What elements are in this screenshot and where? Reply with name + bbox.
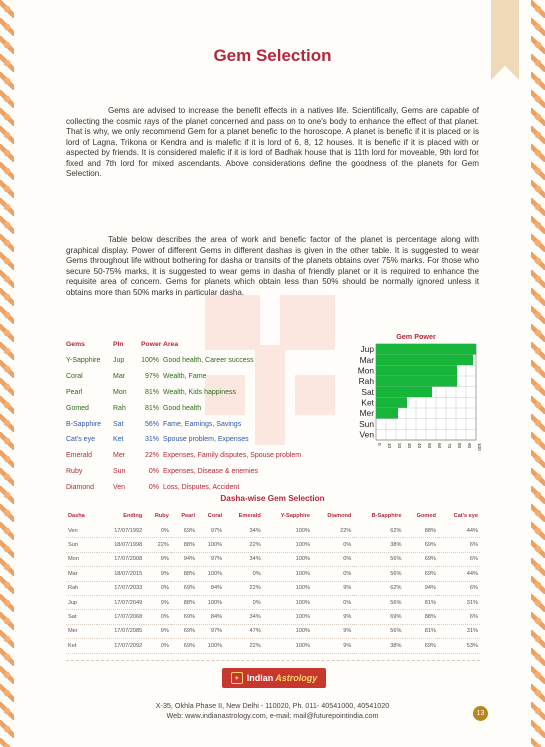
decorative-border-left [0,0,14,747]
chart-bar [376,344,476,355]
chart-category-label: Mon [357,365,374,376]
gem-planet: Sun [113,467,126,475]
gem-power: 0% [148,483,159,491]
gems-table-row [66,400,301,416]
dasha-cell: 94% [403,581,437,595]
decorative-border-right [531,0,545,747]
dasha-cell: 17/07/2008 [97,552,144,566]
dasha-cell: 88% [171,595,197,609]
dasha-cell: 38% [353,639,403,653]
chart-tick-label: 60 [437,443,442,449]
dasha-cell: 88% [171,538,197,552]
dasha-cell: 0% [144,524,171,538]
dasha-cell: 34% [224,552,263,566]
gem-planet: Ket [113,436,124,444]
gem-planet: Jup [113,357,125,365]
logo-text: Indian [246,673,274,683]
dasha-cell: 0% [312,595,353,609]
dasha-cell: 6% [438,610,480,624]
dasha-cell: 84% [197,610,224,624]
dasha-section-title: Dasha-wise Gem Selection [220,494,325,503]
gem-name: B-Sapphire [66,420,102,428]
chart-bar [376,376,457,387]
dasha-cell: 97% [197,552,224,566]
dasha-cell: 9% [144,552,171,566]
dasha-header-cell: Dasha [68,513,85,519]
chart-tick-label: 100 [477,443,482,451]
dasha-cell: 9% [312,624,353,638]
gems-table-row [66,479,301,495]
chart-bar [376,397,407,408]
dasha-cell: 9% [144,567,171,581]
dasha-cell: 22% [224,538,263,552]
chart-category-label: Sun [359,418,374,429]
chart-category-label: Rah [358,376,374,387]
gem-power: 81% [144,404,159,412]
gems-header-area: Area [163,341,179,348]
dasha-cell: 6% [438,581,480,595]
dasha-cell: 44% [438,524,480,538]
dasha-cell: 100% [263,639,312,653]
dasha-cell: 6% [438,538,480,552]
gems-table-row [66,416,301,432]
chart-tick-label: 20 [397,443,402,449]
chart-tick-label: 0 [377,443,382,446]
dasha-cell: 69% [403,639,437,653]
dasha-cell: 56% [353,595,403,609]
gem-power-chart [340,330,480,460]
dasha-header-cell: Diamond [327,513,352,519]
chart-category-label: Mer [359,408,374,419]
gem-area: Spouse problem, Expenses [163,436,249,444]
dasha-cell: 100% [263,524,312,538]
dasha-cell: 0% [224,567,263,581]
dasha-table-row [66,567,480,581]
dasha-header-cell: Pearl [181,513,195,519]
dasha-cell: 17/07/2085 [97,624,144,638]
dasha-cell: 69% [171,610,197,624]
gem-planet: Sat [113,420,124,428]
gem-area: Wealth, Fame [163,373,207,381]
dasha-cell: 0% [144,639,171,653]
gem-name: Y-Sapphire [66,357,101,365]
dasha-cell: 88% [403,524,437,538]
footer-divider [66,660,480,661]
dasha-cell: 9% [312,610,353,624]
dasha-cell: 69% [403,567,437,581]
gem-name: Emerald [66,452,93,460]
chart-tick-label: 50 [427,443,432,449]
dasha-cell: 9% [312,639,353,653]
dasha-cell: 18/07/1998 [97,538,144,552]
dasha-header-cell: Y-Sapphire [280,513,310,519]
dasha-cell: 100% [263,595,312,609]
gem-area: Loss, Disputes, Accident [163,483,240,491]
gems-table-row [66,432,301,448]
dasha-cell: 56% [353,552,403,566]
chart-tick-label: 40 [417,443,422,449]
gem-planet: Mar [113,373,126,381]
dasha-cell: 100% [197,567,224,581]
chart-bar [376,355,473,366]
dasha-cell: 100% [263,552,312,566]
dasha-cell: 17/07/2049 [97,595,144,609]
dasha-cell: 0% [144,581,171,595]
dasha-cell: Sun [66,538,97,552]
gem-power: 22% [144,452,159,460]
chart-category-label: Mar [359,354,374,365]
dasha-cell: 100% [197,595,224,609]
chart-bar [376,365,457,376]
dasha-cell: 84% [197,581,224,595]
gem-name: Pearl [66,388,83,396]
dasha-table-row [66,538,480,552]
chart-bar [376,408,398,419]
dasha-cell: 100% [263,567,312,581]
dasha-cell: Ket [66,639,97,653]
dasha-cell: 17/07/1992 [97,524,144,538]
gems-table [66,341,301,495]
dasha-cell: 9% [312,581,353,595]
dasha-table-row [66,639,480,653]
gem-area: Fame, Earnings, Savings [163,420,242,428]
page-title: Gem Selection [213,46,332,65]
dasha-cell: 31% [438,595,480,609]
chart-category-label: Sat [361,386,374,397]
dasha-cell: 38% [353,538,403,552]
dasha-cell: 62% [353,581,403,595]
dasha-cell: 69% [403,538,437,552]
dasha-cell: 56% [353,624,403,638]
dasha-cell: 62% [353,524,403,538]
gem-name: Gomed [66,404,89,412]
dasha-table-row [66,524,480,538]
gem-planet: Ven [113,483,126,491]
dasha-cell: 0% [224,595,263,609]
dasha-header-cell: Cat's eye [453,513,478,519]
dasha-cell: 69% [171,524,197,538]
dasha-cell: 34% [224,524,263,538]
dasha-cell: 17/07/2092 [97,639,144,653]
dasha-cell: 88% [403,610,437,624]
chart-tick-label: 70 [447,443,452,449]
dasha-cell: 6% [438,552,480,566]
table-description-paragraph: Table below describes the area of work and benefic factor of the planet is percentage along with graphical display. Power of different Gems in different dashas is given in the other table. It is suggested to wear Gems throughout life without bothering for dasha or transits of the planets obtains over 75% marks. For those who secure 50-75% marks, it is suggested to wear gems in dasha of friendly planet or it is required to enhance the requisite area of concern. Gems for planets which obtain less than 50% should be normally ignored unless it obtains more than 50% marks in particular dasha. [66,235,479,297]
dasha-cell: 100% [263,581,312,595]
dasha-cell: 88% [171,567,197,581]
chart-category-label: Jup [360,344,374,355]
dasha-cell: 47% [224,624,263,638]
dasha-header-cell: Ruby [154,513,169,519]
dasha-cell: 69% [171,624,197,638]
dasha-table-row [66,595,480,609]
dasha-cell: 22% [312,524,353,538]
gems-header-planet: Pln [113,341,124,348]
gem-name: Diamond [66,483,95,491]
dasha-cell: Mar [66,567,97,581]
gem-power: 97% [144,373,159,381]
dasha-cell: 100% [263,538,312,552]
dasha-cell: 69% [171,639,197,653]
footer-address: X-35, Okhla Phase II, New Delhi - 110020, Ph. 011- 40541000, 40541020 [155,701,390,710]
dasha-cell: 44% [438,567,480,581]
gem-name: Cat's eye [66,436,95,444]
chart-bar [376,387,432,398]
dasha-cell: Jup [66,595,97,609]
dasha-cell: 97% [197,624,224,638]
gem-planet: Mon [113,388,127,396]
dasha-header-cell: B-Sapphire [371,513,402,519]
dasha-cell: 56% [353,567,403,581]
dasha-cell: 100% [197,538,224,552]
dasha-cell: 22% [224,639,263,653]
dasha-cell: 0% [312,538,353,552]
gem-name: Coral [66,373,83,381]
dasha-header-cell: Ending [123,513,143,519]
gem-area: Wealth, Kids happiness [163,388,237,396]
dasha-cell: 31% [438,624,480,638]
gem-planet: Mer [113,452,126,460]
dasha-cell: 100% [197,639,224,653]
gems-table-row [66,385,301,401]
gem-name: Ruby [66,467,83,475]
dasha-cell: 69% [403,552,437,566]
dasha-table-row [66,581,480,595]
dasha-cell: 0% [312,552,353,566]
dasha-cell: 34% [224,610,263,624]
dasha-cell: 81% [403,624,437,638]
chart-category-label: Ven [359,429,374,440]
gem-power: 56% [144,420,159,428]
chart-tick-label: 10 [387,443,392,449]
dasha-cell: 0% [312,567,353,581]
gem-area: Good health, Career success [163,357,254,365]
dasha-cell: 81% [403,595,437,609]
dasha-cell: Rah [66,581,97,595]
dasha-table-row [66,610,480,624]
dasha-table-row [66,552,480,566]
gems-table-row [66,369,301,385]
dasha-cell: 9% [144,595,171,609]
dasha-cell: Ven [66,524,97,538]
chart-category-label: Ket [361,397,374,408]
dasha-header-cell: Coral [207,513,223,519]
dasha-header-cell: Emerald [238,513,261,519]
chart-tick-label: 80 [457,443,462,449]
chart-tick-label: 90 [467,443,472,449]
dasha-cell: 17/07/2033 [97,581,144,595]
gem-power: 0% [148,467,159,475]
gem-power: 81% [144,388,159,396]
dasha-cell: 97% [197,524,224,538]
intro-paragraph: Gems are advised to increase the benefit effects in a natives life. Scientifically, Gems are capable of collecting the cosmic rays of the planet concerned and pass on to one's body to enhance the effect of that planet. That is why, we only recommend Gem for a planet benefic to the horoscope. A planet is benefic if it is placed or is lord of Lagna, Trikona or Kendra and is malefic if it is lord of 6, 8, 12 houses. It is benefic if it is placed with or aspected by friends. It is considered malefic if it is lord of Badhak house that is 11th lord for moveable, 9th lord for fixed and 7th lord for mixed ascendants. Above considerations define the goodness of the planets for Gem Selection. [66,106,479,178]
chart-tick-label: 30 [407,443,412,449]
gems-table-row [66,464,301,480]
page-number: 13 [473,706,488,721]
dasha-cell: Mon [66,552,97,566]
dasha-table-row [66,624,480,638]
dasha-cell: 0% [144,610,171,624]
gem-power: 31% [144,436,159,444]
logo-icon: ✦ [231,672,243,684]
gem-planet: Rah [113,404,126,412]
gem-power: 100% [141,357,159,365]
dasha-cell: Mer [66,624,97,638]
dasha-table [66,513,480,654]
brand-logo [222,668,326,688]
gem-area: Good health [163,404,202,412]
dasha-cell: 69% [353,610,403,624]
logo-text-accent: Astrology [275,673,318,683]
bookmark-ribbon [491,0,519,80]
gems-table-row [66,353,301,369]
dasha-cell: 18/07/2015 [97,567,144,581]
dasha-cell: 100% [263,610,312,624]
gem-area: Expenses, Family disputes, Spouse problem [163,452,302,460]
dasha-cell: Sat [66,610,97,624]
gems-header-gem: Gems [66,341,85,348]
dasha-cell: 9% [144,624,171,638]
dasha-cell: 94% [171,552,197,566]
footer-web: Web: www.indianastrology.com, e-mail: mail@futurepointindia.com [166,711,379,720]
dasha-cell: 69% [171,581,197,595]
dasha-header-cell: Gomed [416,513,436,519]
gems-header-power: Power [141,341,162,348]
dasha-cell: 17/07/2068 [97,610,144,624]
gems-table-row [66,448,301,464]
dasha-cell: 100% [263,624,312,638]
gem-area: Expenses, Disease & enemies [163,467,258,475]
dasha-cell: 53% [438,639,480,653]
dasha-cell: 22% [224,581,263,595]
dasha-cell: 22% [144,538,171,552]
chart-title: Gem Power [396,332,436,341]
